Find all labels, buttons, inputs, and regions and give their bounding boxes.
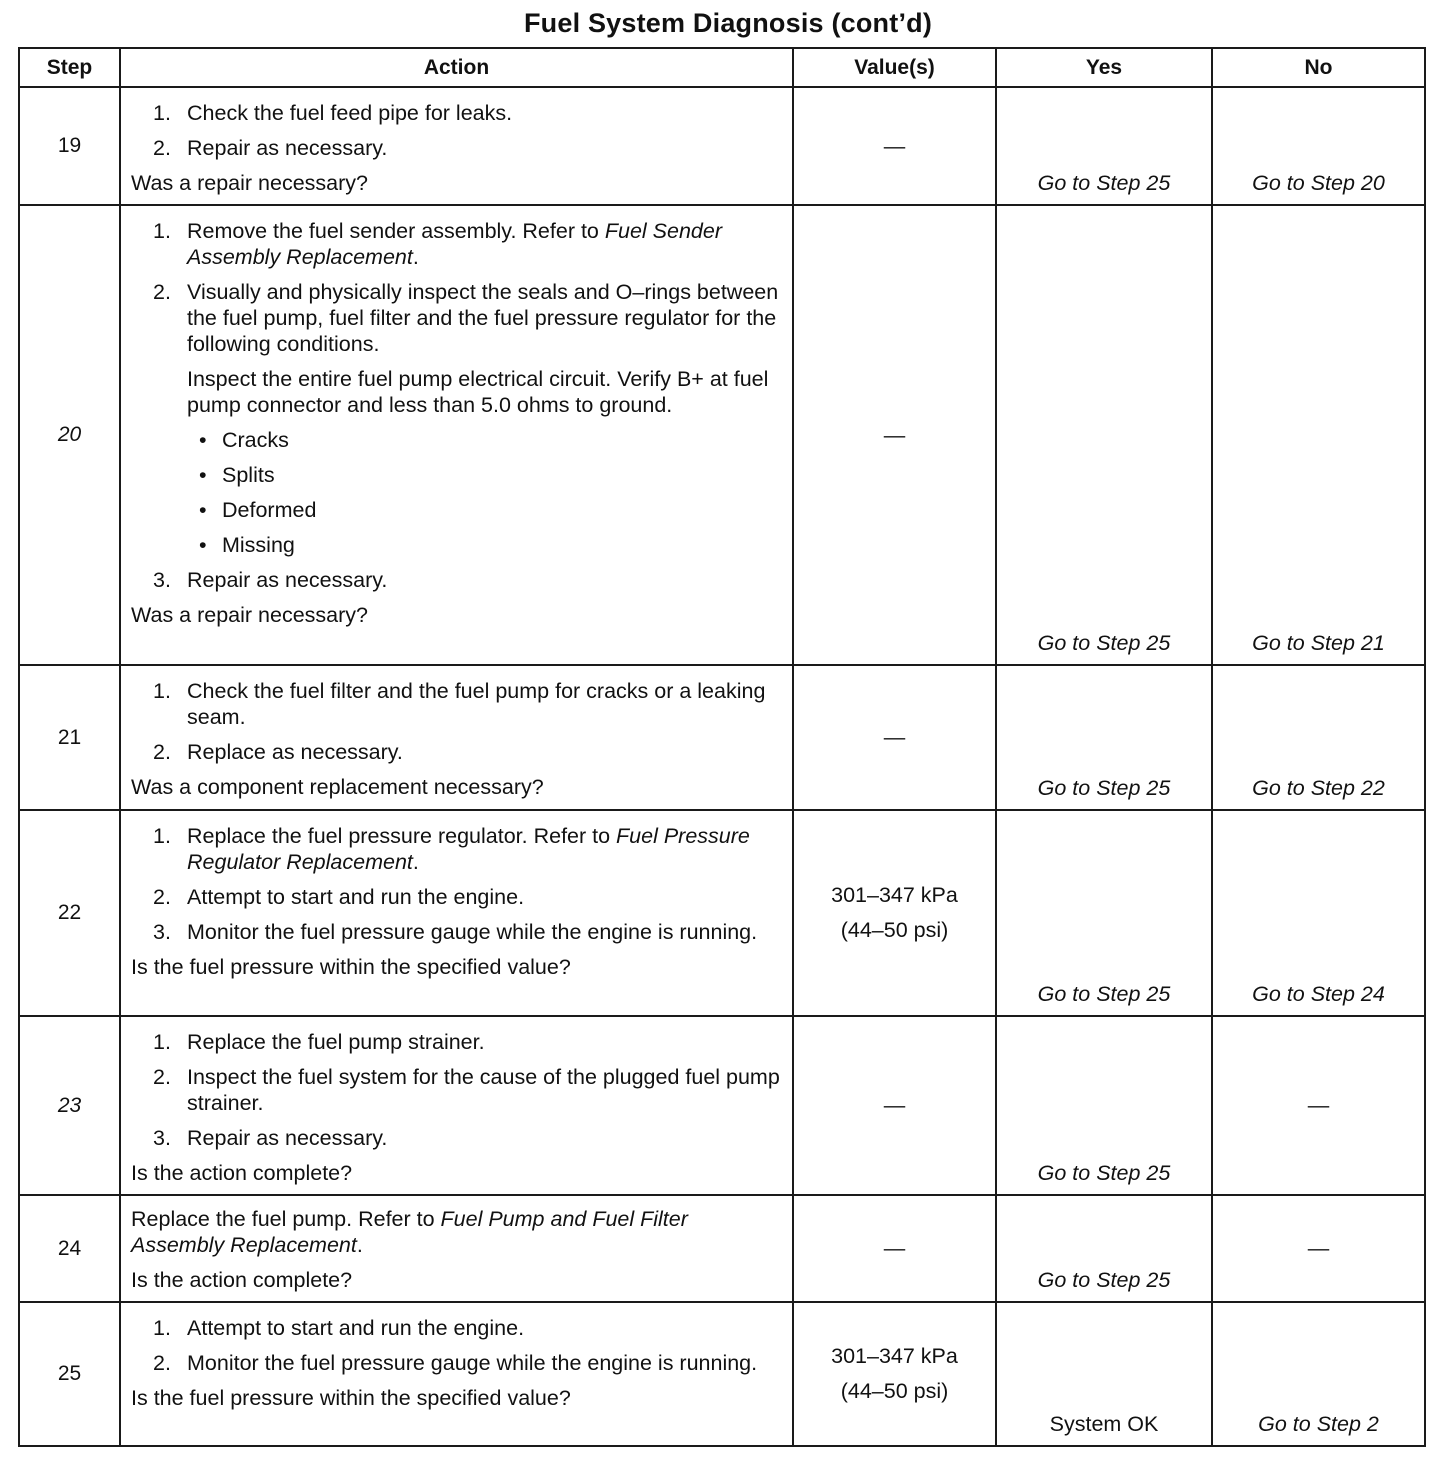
bullet-icon: • [199,498,207,522]
action-note: Inspect the entire fuel pump electrical circuit. Verify B+ at fuel pump connector and less than 5.0 ohms to ground. [187,367,769,417]
step-number: 23 [19,1016,120,1195]
item-number: 1. [153,219,171,243]
action-cell [120,810,793,1016]
header-step: Step [19,48,120,87]
yes-cell: System OK [996,1302,1212,1446]
item-number: 3. [153,1126,171,1150]
action-item: Visually and physically inspect the seals and O–rings between the fuel pump, fuel filter and the fuel pressure regulator for the following conditions. [187,280,779,356]
action-item: Check the fuel filter and the fuel pump for cracks or a leaking seam. [187,679,766,729]
item-number: 1. [153,824,171,848]
yes-cell: Go to Step 25 [996,1016,1212,1195]
punctuation: . [412,850,419,874]
step-number: 24 [19,1195,120,1302]
item-number: 2. [153,740,171,764]
item-number: 1. [153,101,171,125]
item-number: 3. [153,568,171,592]
bullet-item: Deformed [222,498,317,522]
reference-link: Fuel Pressure Regulator Replacement [187,824,750,874]
value-cell: — [793,1016,996,1195]
no-cell: Go to Step 24 [1212,810,1425,1016]
action-cell [120,87,793,205]
item-number: 1. [153,1316,171,1340]
no-cell: — [1212,1195,1425,1302]
table-row [19,1016,1425,1195]
value-psi: (44–50 psi) [840,918,949,942]
action-item: Repair as necessary. [187,1126,388,1150]
item-number: 2. [153,1351,171,1375]
no-cell: Go to Step 22 [1212,665,1425,810]
step-number: 21 [19,665,120,810]
action-item: Replace the fuel pump. Refer to [131,1207,441,1231]
punctuation: . [356,1233,363,1257]
action-question: Is the fuel pressure within the specified value? [131,1386,571,1410]
item-number: 1. [153,679,171,703]
bullet-item: Splits [222,463,275,487]
item-number: 2. [153,885,171,909]
yes-cell: Go to Step 25 [996,665,1212,810]
bullet-item: Cracks [222,428,289,452]
action-item: Inspect the fuel system for the cause of the plugged fuel pump strainer. [187,1065,780,1115]
action-question: Is the action complete? [131,1161,353,1185]
table-row [19,1195,1425,1302]
action-question: Was a component replacement necessary? [131,775,544,799]
action-question: Is the fuel pressure within the specified value? [131,955,571,979]
action-item: Replace the fuel pump strainer. [187,1030,485,1054]
yes-cell: Go to Step 25 [996,810,1212,1016]
action-item: Remove the fuel sender assembly. Refer to [187,219,605,243]
action-item: Replace as necessary. [187,740,403,764]
step-number: 22 [19,810,120,1016]
reference-link: Fuel Pump and Fuel Filter Assembly Replacement [131,1207,688,1257]
action-item: Repair as necessary. [187,568,388,592]
action-item: Check the fuel feed pipe for leaks. [187,101,513,125]
value-kpa: 301–347 kPa [831,1344,958,1368]
header-action: Action [120,48,793,87]
header-yes: Yes [996,48,1212,87]
yes-cell: Go to Step 25 [996,205,1212,665]
action-item: Attempt to start and run the engine. [187,885,525,909]
yes-cell: Go to Step 25 [996,1195,1212,1302]
no-cell: Go to Step 20 [1212,87,1425,205]
no-cell: — [1212,1016,1425,1195]
header-values: Value(s) [793,48,996,87]
action-cell [120,1302,793,1446]
action-item: Monitor the fuel pressure gauge while the engine is running. [187,920,758,944]
step-number: 25 [19,1302,120,1446]
step-number: 20 [19,205,120,665]
value-cell: — [793,665,996,810]
item-number: 2. [153,136,171,160]
reference-link: Fuel Sender Assembly Replacement [187,219,722,269]
action-question: Was a repair necessary? [131,603,368,627]
bullet-icon: • [199,428,207,452]
value-kpa: 301–347 kPa [831,883,958,907]
diagnosis-table [18,47,1426,1447]
action-question: Is the action complete? [131,1268,353,1292]
action-cell [120,665,793,810]
value-cell: — [793,1195,996,1302]
value-cell: — [793,87,996,205]
no-cell: Go to Step 21 [1212,205,1425,665]
action-item: Attempt to start and run the engine. [187,1316,525,1340]
page-title: Fuel System Diagnosis (cont’d) [523,8,933,38]
bullet-icon: • [199,463,207,487]
action-item: Repair as necessary. [187,136,388,160]
step-number: 19 [19,87,120,205]
action-cell [120,1195,793,1302]
item-number: 2. [153,280,171,304]
action-cell [120,205,793,665]
yes-cell: Go to Step 25 [996,87,1212,205]
bullet-item: Missing [222,533,295,557]
table-row [19,205,1425,665]
action-item: Replace the fuel pressure regulator. Refer to [187,824,617,848]
item-number: 1. [153,1030,171,1054]
action-question: Was a repair necessary? [131,171,368,195]
action-item: Monitor the fuel pressure gauge while the engine is running. [187,1351,758,1375]
table-row [19,1302,1425,1446]
item-number: 2. [153,1065,171,1089]
bullet-icon: • [199,533,207,557]
header-row [19,48,1425,87]
value-cell: — [793,205,996,665]
table-row [19,87,1425,205]
punctuation: . [412,245,419,269]
value-cell [793,1302,996,1446]
no-cell: Go to Step 2 [1212,1302,1425,1446]
action-cell [120,1016,793,1195]
value-psi: (44–50 psi) [840,1379,949,1403]
header-no: No [1212,48,1425,87]
table-row [19,665,1425,810]
value-cell [793,810,996,1016]
item-number: 3. [153,920,171,944]
table-row [19,810,1425,1016]
